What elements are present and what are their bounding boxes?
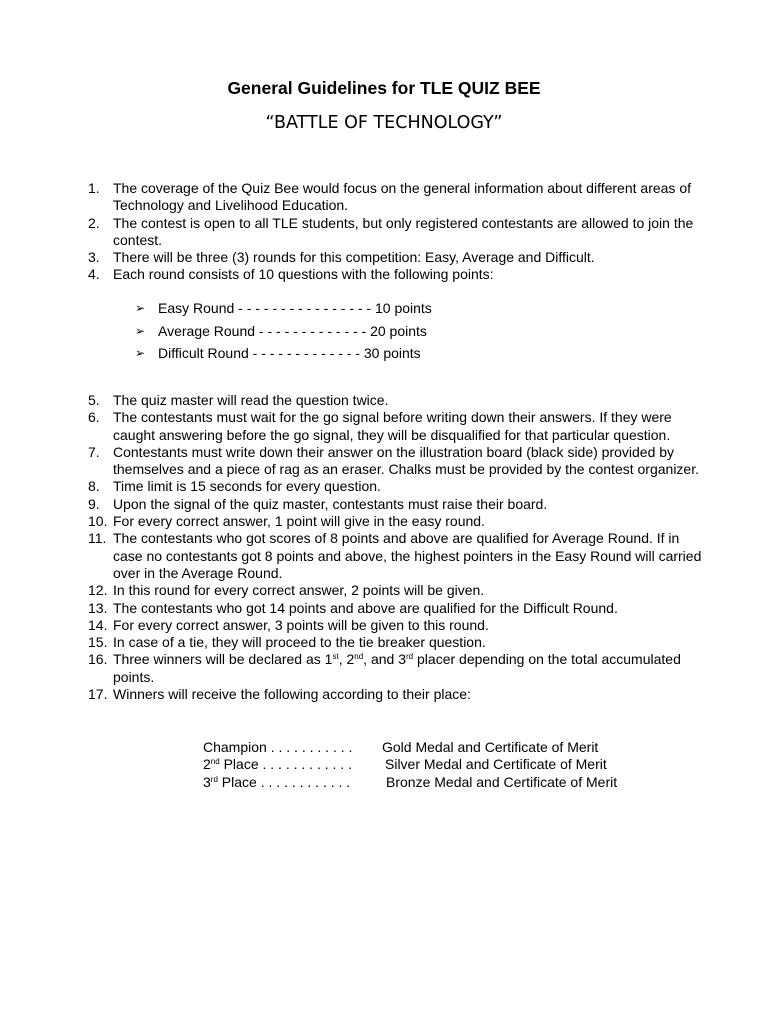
ordinal-suffix: nd	[210, 757, 220, 767]
document-subtitle: “BATTLE OF TECHNOLOGY”	[265, 113, 503, 133]
guideline-item	[0, 600, 768, 617]
guideline-item	[0, 496, 768, 513]
guidelines-list-part-2	[0, 392, 768, 703]
item-number: 7.	[88, 443, 100, 460]
guideline-item	[0, 180, 768, 215]
guideline-item	[0, 478, 768, 495]
guideline-item	[0, 409, 768, 444]
item-number: 2.	[88, 214, 100, 231]
arrow-bullet-icon: ➢	[135, 346, 146, 361]
item-text: The contestants who got scores of 8 points and above are qualified for Average Round. If in case no contestants got 8 points and above, the highest pointers in the Easy Round will carried over in the Average Round.	[113, 530, 702, 581]
item-text: Contestants must write down their answer on the illustration board (black side) provided by themselves and a piece of rag as an eraser. Chalks must be provided by the contest organizer.	[113, 443, 699, 478]
item-number: 4.	[88, 266, 100, 283]
item-text: Each round consists of 10 questions with the following points:	[113, 266, 494, 283]
guideline-item	[0, 444, 768, 479]
awards-table	[0, 739, 768, 791]
round-text: Difficult Round - - - - - - - - - - - - - 30 points	[158, 345, 421, 362]
award-row	[0, 739, 768, 756]
round-item-average	[0, 323, 768, 346]
item-number: 17.	[88, 686, 108, 703]
arrow-bullet-icon: ➢	[135, 301, 146, 315]
item-text: For every correct answer, 3 points will be given to this round.	[113, 616, 489, 633]
award-row	[0, 774, 768, 791]
place-label: 3	[203, 773, 211, 790]
item-text: In case of a tie, they will proceed to the tie breaker question.	[113, 634, 486, 651]
guideline-item	[0, 530, 768, 582]
item-number: 9.	[88, 495, 100, 512]
item-text: In this round for every correct answer, 2 points will be given.	[113, 582, 485, 599]
item-number: 3.	[88, 249, 100, 266]
item-text-part: , and 3	[363, 651, 406, 668]
item-text: Upon the signal of the quiz master, contestants must raise their board.	[113, 495, 548, 512]
item-number: 10.	[88, 513, 108, 530]
guideline-item	[0, 266, 768, 283]
item-text: There will be three (3) rounds for this competition: Easy, Average and Difficult.	[113, 249, 595, 266]
ordinal-suffix: nd	[354, 652, 364, 662]
item-number: 16.	[88, 651, 108, 668]
item-number: 6.	[88, 409, 100, 426]
item-text: The quiz master will read the question twice.	[113, 392, 389, 408]
guideline-item	[0, 686, 768, 703]
item-text-part: Three winners will be declared as 1	[113, 651, 333, 668]
round-text: Average Round - - - - - - - - - - - - - 20 points	[158, 322, 427, 339]
item-number: 14.	[88, 616, 108, 633]
award-place	[203, 756, 352, 773]
item-text: The contestants must wait for the go signal before writing down their answers. If they were caught answering before the go signal, they will be disqualified for that particular question.	[113, 409, 672, 443]
guideline-item	[0, 513, 768, 530]
item-text-part: placer depending on the total accumulated points.	[113, 651, 681, 685]
item-text	[113, 651, 703, 686]
arrow-bullet-icon: ➢	[135, 323, 146, 338]
item-number: 15.	[88, 634, 108, 651]
award-prize: Bronze Medal and Certificate of Merit	[386, 773, 618, 790]
item-number: 8.	[88, 478, 100, 495]
ordinal-suffix: rd	[210, 774, 218, 784]
place-label-rest: Place . . . . . . . . . . . .	[219, 756, 352, 773]
item-text: Winners will receive the following according to their place:	[113, 686, 471, 703]
item-text: The contestants who got 14 points and above are qualified for the Difficult Round.	[113, 599, 618, 616]
guideline-item	[0, 215, 768, 250]
guideline-item	[0, 392, 768, 409]
award-prize: Silver Medal and Certificate of Merit	[385, 756, 607, 773]
item-text-part: , 2	[338, 651, 355, 668]
place-label: 2	[203, 756, 211, 773]
document-title: General Guidelines for TLE QUIZ BEE	[227, 78, 541, 98]
guideline-item	[0, 617, 768, 634]
ordinal-suffix: st	[332, 652, 339, 662]
round-text: Easy Round - - - - - - - - - - - - - - - - 10 points	[158, 300, 432, 316]
item-number: 12.	[88, 582, 108, 599]
item-text: The contest is open to all TLE students, but only registered contestants are allowed to join the contest.	[113, 214, 694, 248]
guideline-item	[0, 634, 768, 651]
award-prize: Gold Medal and Certificate of Merit	[382, 739, 599, 755]
round-points-list	[0, 300, 768, 368]
guideline-item	[0, 651, 768, 686]
item-text: For every correct answer, 1 point will give in the easy round.	[113, 513, 485, 530]
item-number: 11.	[88, 530, 107, 547]
ordinal-suffix: rd	[406, 652, 414, 662]
item-number: 1.	[88, 180, 100, 196]
round-item-difficult	[0, 345, 768, 368]
guideline-item	[0, 249, 768, 266]
place-label: Champion . . . . . . . . . . .	[203, 739, 353, 755]
item-number: 13.	[88, 599, 108, 616]
guidelines-list-part-1	[0, 180, 768, 284]
award-place	[203, 739, 352, 756]
award-row	[0, 756, 768, 773]
item-text: The coverage of the Quiz Bee would focus on the general information about different areas of Technology and Livelihood Education.	[113, 180, 691, 214]
place-label-rest: Place . . . . . . . . . . . .	[217, 773, 351, 790]
item-text: Time limit is 15 seconds for every question.	[113, 478, 381, 495]
guideline-item	[0, 582, 768, 599]
item-number: 5.	[88, 392, 100, 408]
award-place	[203, 774, 350, 791]
round-item-easy	[0, 300, 768, 323]
